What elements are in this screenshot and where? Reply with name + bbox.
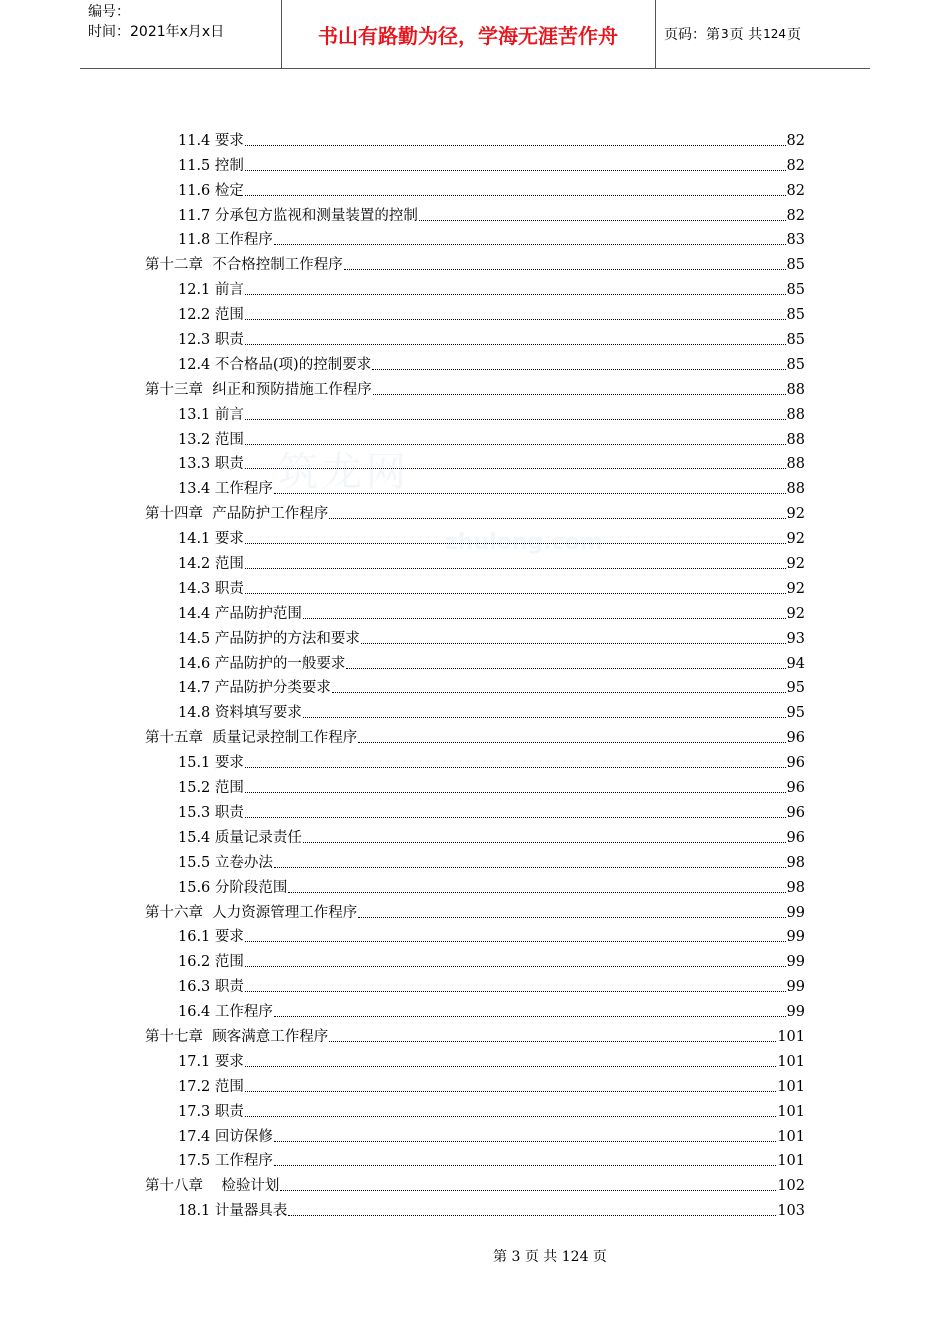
toc-section-entry[interactable]: [145, 523, 805, 548]
toc-entry-page: 96: [786, 730, 805, 747]
toc-section-entry[interactable]: [145, 648, 805, 673]
toc-section-entry[interactable]: [145, 922, 805, 947]
toc-entry-title: 13.2 范围: [178, 431, 244, 448]
toc-leader-dots: [274, 243, 786, 245]
toc-entry-page: 88: [786, 481, 805, 498]
toc-entry-page: 85: [786, 257, 805, 274]
toc-entry-title: 17.1 要求: [178, 1053, 244, 1070]
toc-entry-page: 95: [786, 680, 805, 697]
toc-chapter-entry[interactable]: [145, 897, 805, 922]
toc-entry-title: 第十七章 顾客满意工作程序: [145, 1028, 329, 1045]
toc-leader-dots: [245, 592, 786, 594]
toc-entry-title: 16.2 范围: [178, 954, 244, 971]
toc-entry-title: 12.2 范围: [178, 307, 244, 324]
toc-chapter-entry[interactable]: [145, 498, 805, 523]
toc-leader-dots: [274, 1015, 786, 1017]
toc-entry-page: 103: [777, 1203, 805, 1220]
toc-section-entry[interactable]: [145, 299, 805, 324]
toc-entry-title: 第十六章 人力资源管理工作程序: [145, 904, 358, 921]
toc-leader-dots: [303, 841, 786, 843]
toc-leader-dots: [245, 293, 786, 295]
toc-entry-title: 13.4 工作程序: [178, 481, 273, 498]
toc-leader-dots: [372, 368, 785, 370]
page-header: [80, 0, 870, 69]
toc-section-entry[interactable]: [145, 150, 805, 175]
toc-leader-dots: [303, 617, 786, 619]
toc-leader-dots: [245, 1115, 776, 1117]
toc-entry-page: 96: [786, 829, 805, 846]
toc-leader-dots: [245, 443, 786, 445]
toc-leader-dots: [245, 791, 786, 793]
toc-entry-title: 16.1 要求: [178, 929, 244, 946]
toc-entry-title: 14.6 产品防护的一般要求: [178, 655, 346, 672]
toc-entry-title: 15.5 立卷办法: [178, 854, 273, 871]
toc-section-entry[interactable]: [145, 274, 805, 299]
toc-entry-title: 17.4 回访保修: [178, 1128, 273, 1145]
toc-entry-title: 第十五章 质量记录控制工作程序: [145, 730, 358, 747]
toc-entry-page: 92: [786, 580, 805, 597]
toc-leader-dots: [280, 1189, 776, 1191]
toc-leader-dots: [329, 517, 785, 519]
toc-entry-title: 17.2 范围: [178, 1078, 244, 1095]
toc-entry-title: 15.4 质量记录责任: [178, 829, 302, 846]
toc-entry-title: 11.7 分承包方监视和测量装置的控制: [178, 207, 418, 224]
toc-entry-title: 15.2 范围: [178, 780, 244, 797]
toc-section-entry[interactable]: [145, 473, 805, 498]
toc-entry-title: 11.6 检定: [178, 182, 244, 199]
toc-section-entry[interactable]: [145, 847, 805, 872]
toc-entry-page: 101: [777, 1103, 805, 1120]
toc-leader-dots: [361, 642, 786, 644]
toc-section-entry[interactable]: [145, 424, 805, 449]
toc-leader-dots: [346, 667, 785, 669]
toc-section-entry[interactable]: [145, 971, 805, 996]
page-prefix: 页码：第: [664, 27, 720, 43]
toc-section-entry[interactable]: [145, 772, 805, 797]
toc-entry-page: 99: [786, 904, 805, 921]
toc-entry-page: 99: [786, 979, 805, 996]
toc-section-entry[interactable]: [145, 225, 805, 250]
toc-section-entry[interactable]: [145, 872, 805, 897]
toc-entry-page: 94: [786, 655, 805, 672]
toc-section-entry[interactable]: [145, 125, 805, 150]
watermark-site-text: zhulong.com: [445, 530, 603, 555]
toc-entry-title: 第十三章 纠正和预防措施工作程序: [145, 381, 372, 398]
page-mid: 页 共: [729, 27, 763, 43]
toc-leader-dots: [245, 144, 786, 146]
toc-leader-dots: [245, 418, 786, 420]
toc-entry-page: 88: [786, 381, 805, 398]
toc-section-entry[interactable]: [145, 1046, 805, 1071]
toc-entry-page: 99: [786, 1004, 805, 1021]
toc-entry-page: 99: [786, 954, 805, 971]
toc-entry-title: 17.3 职责: [178, 1103, 244, 1120]
toc-entry-page: 96: [786, 755, 805, 772]
toc-leader-dots: [274, 866, 786, 868]
toc-entry-title: 14.5 产品防护的方法和要求: [178, 630, 360, 647]
toc-section-entry[interactable]: [145, 673, 805, 698]
toc-entry-page: 92: [786, 556, 805, 573]
toc-entry-page: 85: [786, 332, 805, 349]
page-footer: 第 3 页 共 124 页: [493, 1249, 607, 1265]
toc-leader-dots: [358, 916, 785, 918]
toc-leader-dots: [329, 1040, 776, 1042]
toc-section-entry[interactable]: [145, 573, 805, 598]
toc-leader-dots: [245, 990, 786, 992]
toc-leader-dots: [245, 318, 786, 320]
document-date: 时间：2021年x月x日: [88, 24, 225, 40]
toc-leader-dots: [245, 567, 786, 569]
toc-entry-title: 15.3 职责: [178, 804, 244, 821]
toc-chapter-entry[interactable]: [145, 1021, 805, 1046]
toc-entry-title: 11.4 要求: [178, 132, 244, 149]
toc-entry-title: 14.4 产品防护范围: [178, 605, 302, 622]
toc-section-entry[interactable]: [145, 598, 805, 623]
toc-entry-title: 16.4 工作程序: [178, 1004, 273, 1021]
toc-entry-page: 96: [786, 780, 805, 797]
toc-entry-page: 88: [786, 406, 805, 423]
toc-leader-dots: [245, 467, 786, 469]
toc-entry-title: 12.1 前言: [178, 282, 244, 299]
toc-section-entry[interactable]: [145, 747, 805, 772]
toc-entry-title: 18.1 计量器具表: [178, 1203, 288, 1220]
toc-section-entry[interactable]: [145, 324, 805, 349]
toc-section-entry[interactable]: [145, 822, 805, 847]
toc-entry-page: 96: [786, 804, 805, 821]
toc-entry-page: 101: [777, 1053, 805, 1070]
toc-entry-title: 12.3 职责: [178, 332, 244, 349]
toc-leader-dots: [245, 542, 786, 544]
toc-chapter-entry[interactable]: [145, 722, 805, 747]
toc-entry-page: 88: [786, 431, 805, 448]
toc-section-entry[interactable]: [145, 1146, 805, 1171]
toc-chapter-entry[interactable]: [145, 249, 805, 274]
toc-leader-dots: [288, 1214, 776, 1216]
toc-entry-title: 15.6 分阶段范围: [178, 879, 288, 896]
toc-leader-dots: [245, 169, 786, 171]
toc-leader-dots: [245, 965, 786, 967]
toc-section-entry[interactable]: [145, 1071, 805, 1096]
toc-leader-dots: [373, 393, 786, 395]
toc-entry-title: 17.5 工作程序: [178, 1153, 273, 1170]
document-number-label: 编号：: [88, 4, 130, 20]
toc-leader-dots: [344, 268, 786, 270]
toc-entry-title: 14.3 职责: [178, 580, 244, 597]
toc-section-entry[interactable]: [145, 996, 805, 1021]
toc-entry-page: 93: [786, 630, 805, 647]
toc-entry-page: 92: [786, 531, 805, 548]
toc-leader-dots: [274, 1164, 776, 1166]
toc-entry-title: 11.8 工作程序: [178, 232, 273, 249]
toc-leader-dots: [332, 691, 786, 693]
toc-entry-page: 101: [777, 1153, 805, 1170]
toc-leader-dots: [358, 741, 785, 743]
toc-entry-page: 98: [786, 854, 805, 871]
toc-leader-dots: [245, 343, 786, 345]
toc-entry-page: 101: [777, 1128, 805, 1145]
table-of-contents: [145, 125, 805, 1220]
watermark-logo-text: 筑龙网: [278, 449, 410, 495]
toc-entry-title: 16.3 职责: [178, 979, 244, 996]
toc-section-entry[interactable]: [145, 797, 805, 822]
toc-entry-page: 92: [786, 506, 805, 523]
toc-entry-page: 85: [786, 307, 805, 324]
toc-section-entry[interactable]: [145, 1195, 805, 1220]
toc-entry-title: 14.2 范围: [178, 556, 244, 573]
header-meta: [88, 2, 278, 42]
toc-entry-page: 101: [777, 1078, 805, 1095]
toc-section-entry[interactable]: [145, 623, 805, 648]
header-divider: [655, 0, 656, 68]
toc-entry-title: 12.4 不合格品(项)的控制要求: [178, 356, 372, 373]
toc-entry-title: 14.1 要求: [178, 531, 244, 548]
toc-entry-page: 82: [786, 182, 805, 199]
toc-entry-title: 14.7 产品防护分类要求: [178, 680, 331, 697]
toc-entry-title: 15.1 要求: [178, 755, 244, 772]
toc-leader-dots: [245, 816, 786, 818]
toc-section-entry[interactable]: [145, 946, 805, 971]
toc-section-entry[interactable]: [145, 349, 805, 374]
page-total: 124: [763, 27, 786, 41]
toc-leader-dots: [419, 219, 786, 221]
toc-entry-page: 82: [786, 157, 805, 174]
toc-entry-title: 13.1 前言: [178, 406, 244, 423]
toc-entry-title: 第十八章 检验计划: [145, 1178, 280, 1195]
toc-section-entry[interactable]: [145, 1121, 805, 1146]
toc-entry-title: 14.8 资料填写要求: [178, 705, 302, 722]
toc-entry-page: 92: [786, 605, 805, 622]
toc-section-entry[interactable]: [145, 175, 805, 200]
toc-section-entry[interactable]: [145, 200, 805, 225]
toc-leader-dots: [245, 1065, 776, 1067]
toc-leader-dots: [245, 1090, 776, 1092]
toc-section-entry[interactable]: [145, 1096, 805, 1121]
toc-entry-title: 13.3 职责: [178, 456, 244, 473]
toc-leader-dots: [303, 716, 786, 718]
toc-entry-page: 82: [786, 132, 805, 149]
toc-leader-dots: [245, 766, 786, 768]
toc-leader-dots: [245, 940, 786, 942]
toc-entry-page: 101: [777, 1028, 805, 1045]
toc-entry-page: 82: [786, 207, 805, 224]
toc-leader-dots: [288, 891, 785, 893]
toc-leader-dots: [245, 194, 786, 196]
toc-entry-title: 第十四章 产品防护工作程序: [145, 506, 329, 523]
toc-section-entry[interactable]: [145, 697, 805, 722]
page-suffix: 页: [787, 27, 801, 43]
toc-section-entry[interactable]: [145, 548, 805, 573]
page-current: 3: [721, 27, 729, 41]
toc-entry-page: 83: [786, 232, 805, 249]
toc-entry-page: 85: [786, 356, 805, 373]
toc-entry-page: 99: [786, 929, 805, 946]
toc-section-entry[interactable]: [145, 399, 805, 424]
toc-entry-page: 102: [777, 1178, 805, 1195]
toc-entry-page: 85: [786, 282, 805, 299]
toc-leader-dots: [274, 492, 786, 494]
toc-entry-page: 95: [786, 705, 805, 722]
toc-section-entry[interactable]: [145, 449, 805, 474]
toc-entry-title: 第十二章 不合格控制工作程序: [145, 257, 343, 274]
toc-chapter-entry[interactable]: [145, 1170, 805, 1195]
toc-entry-title: 11.5 控制: [178, 157, 244, 174]
toc-entry-page: 98: [786, 879, 805, 896]
toc-chapter-entry[interactable]: [145, 374, 805, 399]
toc-leader-dots: [274, 1140, 776, 1142]
toc-entry-page: 88: [786, 456, 805, 473]
header-motto: 书山有路勤为径，学海无涯苦作舟: [318, 23, 618, 48]
header-page-info: [664, 0, 870, 68]
